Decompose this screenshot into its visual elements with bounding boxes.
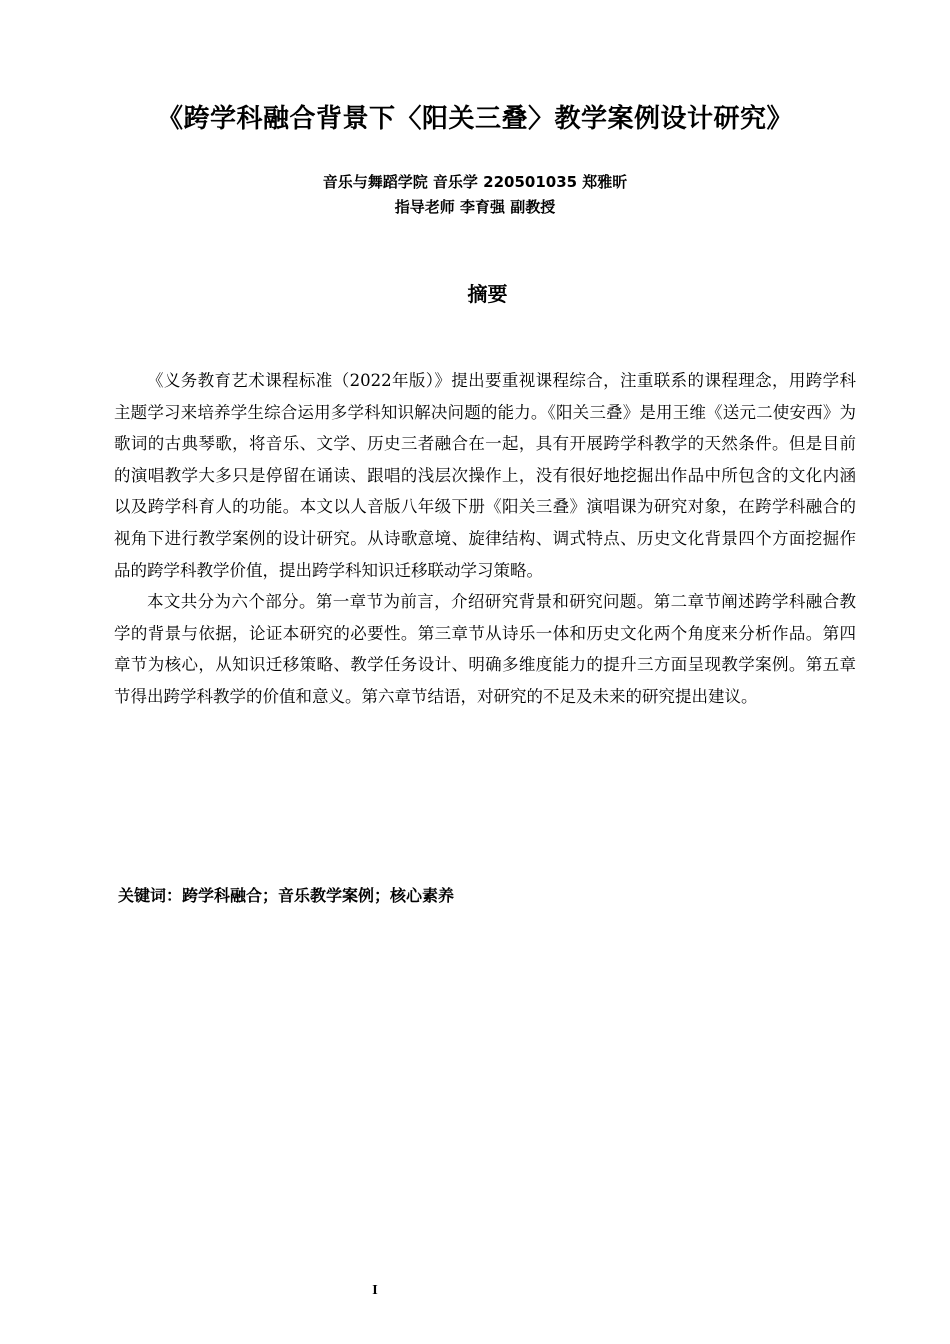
advisor-info: 指导老师 李育强 副教授 [394,198,556,216]
author-affiliation: 音乐与舞蹈学院 音乐学 220501035 郑雅昕 [322,173,628,191]
page-number: I [372,1283,378,1298]
keywords: 关键词：跨学科融合；音乐教学案例；核心素养 [118,886,455,905]
abstract-paragraph-2: 本文共分为六个部分。第一章节为前言，介绍研究背景和研究问题。第二章节阐述跨学科融合教学的背景与依据，论证本研究的必要性。第三章节从诗乐一体和历史文化两个角度来分析作品。第四章节为核心，从知识迁移策略、教学任务设计、明确多维度能力的提升三方面呈现教学案例。第五章节得出跨学科教学的价值和意义。第六章节结语，对研究的不足及未来的研究提出建议。 [114,592,856,706]
abstract-heading: 摘要 [467,282,508,306]
paper-title: 《跨学科融合背景下〈阳关三叠〉教学案例设计研究》 [156,104,793,134]
abstract-body [114,365,856,713]
abstract-paragraph-1: 《义务教育艺术课程标准（2022年版）》提出要重视课程综合，注重联系的课程理念，用跨学科主题学习来培养学生综合运用多学科知识解决问题的能力。《阳关三叠》是用王维《送元二使安西》为歌词的古典琴歌，将音乐、文学、历史三者融合在一起，具有开展跨学科教学的天然条件。但是目前的演唱教学大多只是停留在诵读、跟唱的浅层次操作上，没有很好地挖掘出作品中所包含的文化内涵以及跨学科育人的功能。本文以人音版八年级下册《阳关三叠》演唱课为研究对象，在跨学科融合的视角下进行教学案例的设计研究。从诗歌意境、旋律结构、调式特点、历史文化背景四个方面挖掘作品的跨学科教学价值，提出跨学科知识迁移联动学习策略。 [114,371,856,580]
